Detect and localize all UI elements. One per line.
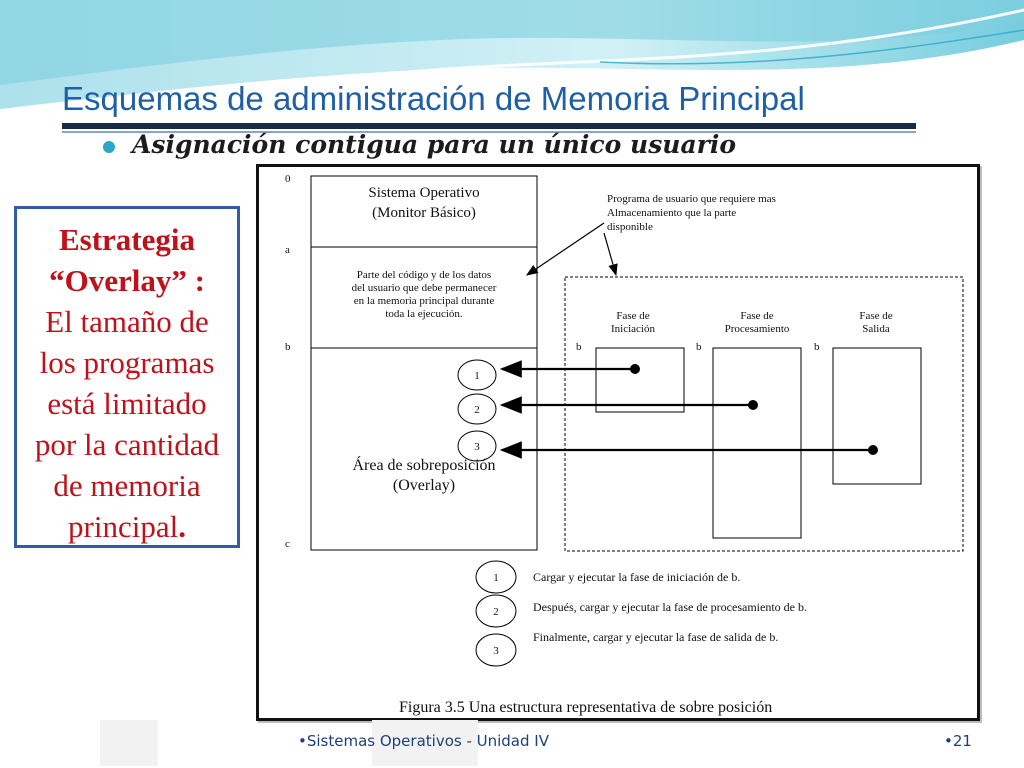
- legend-num-3: 3: [493, 645, 499, 657]
- phase-output-label1: Fase de: [859, 310, 893, 322]
- footer-placeholder-left: [100, 720, 158, 766]
- slide-title: Esquemas de administración de Memoria Principal: [62, 80, 805, 117]
- phase-processing-label1: Fase de: [740, 310, 774, 322]
- legend-text-2: Después, cargar y ejecutar la fase de procesamiento de b.: [533, 600, 807, 614]
- figure-caption: Figura 3.5 Una estructura representativa de sobre posición: [399, 699, 773, 716]
- side-box-line: los programas: [39, 345, 215, 380]
- phase-initiation-label1: Fase de: [616, 310, 650, 322]
- phase-initiation-tag: b: [576, 341, 582, 353]
- legend-num-1: 1: [493, 572, 499, 584]
- os-block-line1: Sistema Operativo: [368, 185, 480, 201]
- resident-line2: del usuario que debe permanecer: [351, 282, 497, 294]
- side-box-line: El tamaño de: [45, 304, 209, 339]
- phase-output-box: [833, 348, 921, 484]
- step-number-2: 2: [474, 404, 480, 416]
- footer-page-number: •21: [944, 732, 972, 750]
- phase-processing-label2: Procesamiento: [724, 323, 790, 335]
- side-box-line: [17, 506, 237, 547]
- overlay-strategy-box: [14, 206, 240, 548]
- resident-line1: Parte del código y de los datos: [356, 269, 492, 281]
- overlay-figure: [256, 164, 980, 721]
- title-underline: [62, 123, 916, 129]
- axis-label-b: b: [285, 341, 291, 353]
- side-box-last-word: principal: [68, 509, 179, 544]
- overlay-area-line1: Área de sobreposición: [352, 457, 496, 474]
- legend-text-3: Finalmente, cargar y ejecutar la fase de salida de b.: [533, 630, 779, 644]
- step-number-3: 3: [474, 441, 480, 453]
- phase-processing-box: [713, 348, 801, 538]
- phase-output-tag: b: [814, 341, 820, 353]
- bullet-icon: [103, 141, 115, 153]
- phase-output-label2: Salida: [862, 323, 890, 335]
- side-box-line: por la cantidad: [34, 427, 220, 462]
- legend-text-1: Cargar y ejecutar la fase de iniciación de b.: [533, 570, 741, 584]
- phase-initiation-box: [596, 348, 684, 412]
- load-dot-1: [630, 364, 640, 374]
- callout-line3: disponible: [607, 221, 653, 233]
- axis-label-0: 0: [285, 173, 291, 185]
- footer-course: •Sistemas Operativos - Unidad IV: [298, 732, 549, 750]
- callout-arrow-left: [527, 223, 604, 275]
- callout-line2: Almacenamiento que la parte: [607, 207, 737, 219]
- callout-arrow-right: [604, 233, 616, 275]
- load-dot-2: [748, 400, 758, 410]
- side-box-period: .: [178, 509, 186, 544]
- axis-label-c: c: [285, 538, 290, 550]
- side-box-line: está limitado: [47, 386, 207, 421]
- legend-num-2: 2: [493, 606, 499, 618]
- overlay-diagram: [259, 167, 977, 718]
- side-box-heading: Estrategia: [58, 222, 196, 257]
- resident-line3: en la memoria principal durante: [353, 295, 495, 307]
- phase-initiation-label2: Iniciación: [611, 323, 655, 335]
- overlay-area-line2: (Overlay): [392, 477, 456, 494]
- bullet-text: Asignación contigua para un único usuario: [132, 130, 737, 159]
- side-box-subheading: “Overlay” :: [49, 263, 205, 298]
- load-dot-3: [868, 445, 878, 455]
- side-box-line: de memoria: [53, 468, 201, 503]
- resident-line4: toda la ejecución.: [385, 308, 463, 320]
- axis-label-a: a: [285, 244, 290, 256]
- os-block-line2: (Monitor Básico): [372, 205, 476, 221]
- callout-line1: Programa de usuario que requiere mas: [607, 193, 776, 205]
- phase-processing-tag: b: [696, 341, 702, 353]
- step-number-1: 1: [474, 370, 480, 382]
